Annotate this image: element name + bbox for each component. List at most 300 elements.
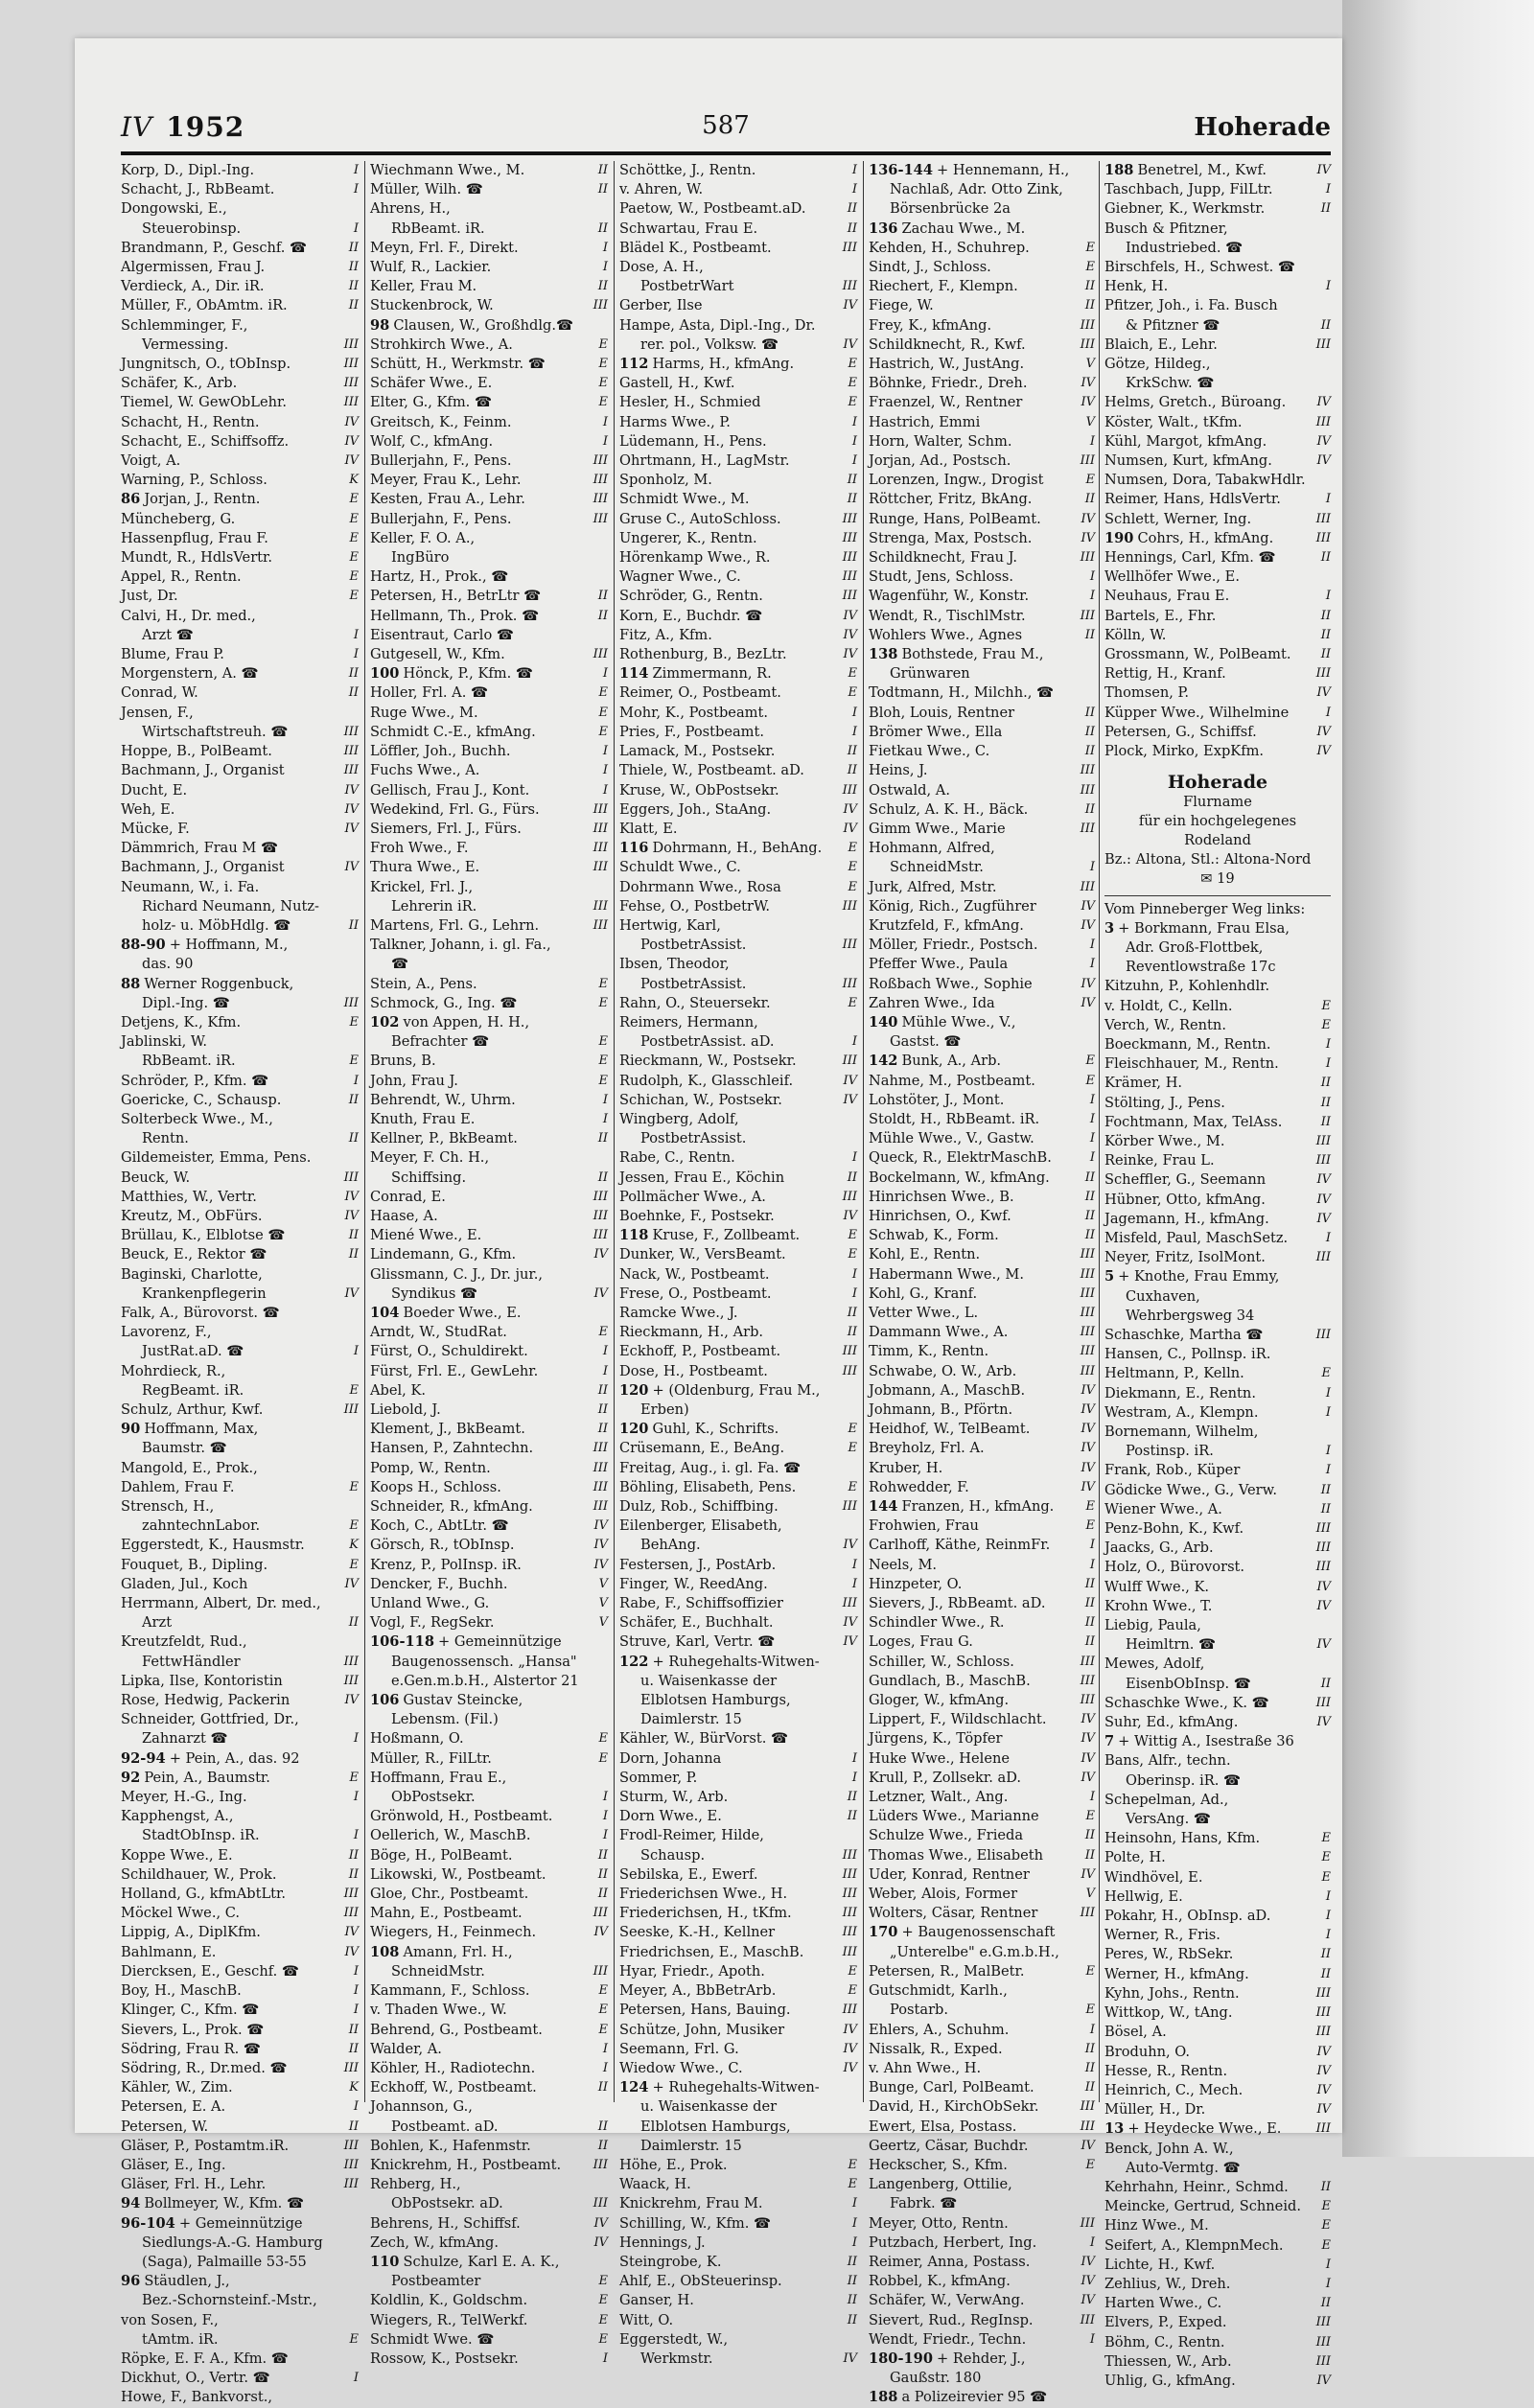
resident-text: Kellner, P., BkBeamt. (370, 1130, 518, 1147)
floor-marker: E (349, 589, 359, 604)
floor-marker: III (1080, 821, 1095, 836)
resident-text: Müller, Wilh. ☎ (370, 181, 483, 198)
floor-marker: E (349, 550, 359, 566)
directory-entry (121, 1594, 359, 1613)
floor-marker: I (1089, 589, 1095, 604)
resident-text: Hörenkamp Wwe., R. (619, 549, 771, 567)
resident-text: Helms, Gretch., Büroang. (1104, 394, 1287, 411)
floor-marker: E (598, 1034, 608, 1050)
directory-entry (121, 1556, 359, 1575)
floor-marker: II (847, 1325, 857, 1340)
resident-text: Jagemann, H., kfmAng. (1104, 1210, 1269, 1227)
resident-text: Schwab, K., Form. (869, 1227, 999, 1244)
directory-entry (869, 742, 1095, 761)
floor-marker: IV (843, 1073, 857, 1088)
floor-marker: I (1325, 1444, 1331, 1459)
floor-marker: I (1325, 1909, 1331, 1924)
floor-marker: I (1089, 433, 1095, 449)
resident-text: Hesse, R., Rentn. (1104, 2062, 1228, 2079)
resident-text: Weber, Alois, Former (869, 1886, 1018, 1903)
directory-entry (121, 1323, 359, 1342)
floor-marker: IV (593, 2215, 608, 2231)
floor-marker: I (602, 1092, 608, 1107)
house-number: 88 (121, 975, 141, 992)
resident-text: Gerber, Ilse (619, 297, 703, 314)
entry-continuation (869, 1032, 1095, 1052)
resident-text: Runge, Hans, PolBeamt. (869, 510, 1041, 527)
directory-entry (619, 1788, 857, 1807)
directory-entry (1104, 336, 1331, 355)
entry-continuation (1104, 239, 1331, 258)
floor-marker: E (848, 1963, 857, 1979)
resident-text: Boehnke, F., Postsekr. (619, 1207, 775, 1224)
floor-marker: III (593, 917, 608, 933)
resident-text: Werner, H., kfmAng. (1104, 1965, 1249, 1982)
directory-entry (1104, 2372, 1331, 2391)
directory-entry (1104, 742, 1331, 761)
floor-marker: I (602, 1828, 608, 1843)
resident-text: Hampe, Asta, Dipl.-Ing., Dr. (619, 316, 816, 334)
directory-entry (121, 1904, 359, 1923)
floor-marker: I (602, 260, 608, 275)
directory-entry (869, 510, 1095, 529)
resident-text: Klatt, E. (619, 820, 678, 837)
directory-entry (1104, 1713, 1331, 1732)
resident-text: Nahme, M., Postbeamt. (869, 1072, 1035, 1089)
directory-entry (869, 161, 1095, 180)
floor-marker: IV (843, 2350, 857, 2366)
floor-marker: II (847, 201, 857, 217)
house-number: 96 (121, 2273, 141, 2290)
resident-text: Reimer, Hans, HdlsVertr. (1104, 491, 1281, 508)
directory-entry (869, 2040, 1095, 2059)
directory-entry (619, 1904, 857, 1923)
floor-marker: II (1084, 744, 1095, 759)
directory-entry (869, 413, 1095, 432)
floor-marker: III (1080, 1693, 1095, 1708)
resident-text: Fleischhauer, M., Rentn. (1104, 1055, 1279, 1073)
resident-text: Koops H., Schloss. (370, 1478, 501, 1495)
directory-entry (121, 1420, 359, 1439)
floor-marker: E (1321, 1017, 1331, 1032)
directory-entry (619, 393, 857, 412)
resident-text: Goericke, C., Schausp. (121, 1091, 282, 1108)
floor-marker: I (353, 1731, 359, 1747)
floor-marker: II (348, 2119, 359, 2134)
resident-text: Elblotsen Hamburgs, (640, 2118, 791, 2135)
resident-text: Kitzuhn, P., Kohlenhdlr. (1104, 978, 1270, 995)
floor-marker: IV (1316, 2082, 1331, 2097)
resident-text: Kühl, Margot, kfmAng. (1104, 432, 1267, 450)
directory-entry (869, 1904, 1095, 1923)
resident-text: Bockelmann, W., kfmAng. (869, 1169, 1050, 1186)
resident-text: Hellwig, E. (1104, 1887, 1183, 1905)
directory-entry (619, 2253, 857, 2272)
resident-text: Daimlerstr. 15 (640, 1711, 742, 1728)
floor-marker: II (348, 279, 359, 294)
directory-entry (1104, 2197, 1331, 2216)
resident-text: Robbel, K., kfmAng. (869, 2273, 1011, 2290)
floor-marker: III (1315, 2005, 1331, 2021)
resident-text: Krickel, Frl. J., (370, 878, 474, 895)
directory-entry (121, 2021, 359, 2040)
floor-marker: III (343, 763, 359, 778)
resident-text: Beuck, E., Rektor ☎ (121, 1246, 267, 1263)
resident-text: Kreutzfeldt, Rud., (121, 1633, 247, 1651)
directory-entry (619, 355, 857, 374)
resident-text: Sievert, Rud., RegInsp. (869, 2311, 1034, 2328)
directory-entry (1104, 393, 1331, 412)
directory-entry (121, 1885, 359, 1904)
directory-entry (869, 393, 1095, 412)
directory-entry (1104, 452, 1331, 471)
floor-marker: II (847, 2274, 857, 2289)
entry-continuation (1104, 1675, 1331, 1694)
floor-marker: E (349, 1557, 359, 1572)
resident-text: Schuldt Wwe., C. (619, 859, 741, 876)
resident-text: Vogl, F., RegSekr. (370, 1614, 495, 1632)
directory-entry (1104, 1887, 1331, 1907)
directory-entry (121, 452, 359, 471)
resident-text: Jurk, Alfred, Mstr. (869, 878, 997, 895)
floor-marker: II (597, 2080, 608, 2095)
resident-text: Heinrich, C., Mech. (1104, 2081, 1243, 2098)
resident-text: Kruse, W., ObPostsekr. (619, 781, 779, 799)
resident-text: Ganser, H. (619, 2292, 694, 2309)
floor-marker: IV (344, 860, 359, 875)
resident-text: Küpper Wwe., Wilhelmine (1104, 704, 1290, 721)
floor-marker: II (597, 220, 608, 236)
resident-text: Lipka, Ilse, Kontoristin (121, 1672, 283, 1689)
floor-marker: III (842, 1906, 857, 1921)
floor-marker: III (842, 511, 857, 526)
directory-entry (1104, 2294, 1331, 2313)
floor-marker: II (847, 1790, 857, 1805)
resident-text: Fürst, Frl. E., GewLehr. (370, 1362, 539, 1379)
directory-entry (121, 1981, 359, 2001)
floor-marker: E (848, 1247, 857, 1262)
directory-entry (619, 1265, 857, 1285)
resident-text: Arzt ☎ (142, 626, 194, 643)
resident-text: PostbetrWart (640, 278, 734, 295)
floor-marker: II (1084, 2080, 1095, 2095)
entry-continuation (1104, 1771, 1331, 1791)
floor-marker: IV (1081, 530, 1095, 545)
directory-entry (370, 2253, 608, 2272)
directory-entry (1104, 180, 1331, 199)
directory-entry (619, 1885, 857, 1904)
resident-text: Krämer, H. (1104, 1075, 1183, 1092)
floor-marker: I (353, 1790, 359, 1805)
entry-continuation (121, 2253, 359, 2272)
floor-marker: I (851, 2196, 857, 2211)
resident-text: Reimer, Anna, Postass. (869, 2253, 1031, 2270)
resident-text: Ahrens, H., (370, 200, 451, 218)
house-number: 180-190 (869, 2350, 933, 2367)
floor-marker: IV (1316, 1172, 1331, 1188)
floor-marker: II (348, 1131, 359, 1146)
floor-marker: II (348, 917, 359, 933)
directory-entry (869, 683, 1095, 703)
floor-marker: III (593, 492, 608, 507)
resident-text: Westram, A., Klempn. (1104, 1403, 1259, 1421)
floor-marker: III (1315, 336, 1331, 352)
floor-marker: I (602, 414, 608, 429)
floor-marker: E (1085, 1809, 1095, 1824)
resident-text: Dohrmann Wwe., Rosa (619, 878, 781, 895)
directory-entry (370, 994, 608, 1013)
directory-entry (370, 742, 608, 761)
resident-text: Fochtmann, Max, TelAss. (1104, 1113, 1283, 1130)
directory-entry (1104, 2119, 1331, 2139)
resident-text: Scheffler, G., Seemann (1104, 1171, 1267, 1189)
directory-entry (370, 1923, 608, 1942)
resident-text: Falk, A., Bürovorst. ☎ (121, 1304, 280, 1321)
directory-entry (121, 374, 359, 393)
floor-marker: III (593, 1906, 608, 1921)
directory-entry (619, 1575, 857, 1594)
directory-entry (619, 258, 857, 277)
floor-marker: I (851, 1150, 857, 1166)
floor-marker: I (1089, 957, 1095, 972)
house-number: 3 (1104, 919, 1115, 937)
resident-text: Bornemann, Wilhelm, (1104, 1424, 1259, 1440)
directory-entry (370, 1323, 608, 1342)
entry-continuation (1104, 316, 1331, 336)
resident-text: Eckhoff, P., Postbeamt. (619, 1343, 781, 1360)
floor-marker: I (602, 1111, 608, 1126)
resident-text: Taschbach, Jupp, FilLtr. (1104, 181, 1273, 198)
directory-entry (619, 1072, 857, 1091)
directory-entry (619, 1362, 857, 1381)
floor-marker: IV (344, 433, 359, 449)
directory-entry (1104, 664, 1331, 683)
directory-entry (370, 2234, 608, 2253)
resident-text: + Ruhegehalts-Witwen- (652, 2079, 820, 2096)
resident-text: Schneider, Gottfried, Dr., (121, 1711, 299, 1728)
directory-entry (869, 820, 1095, 839)
floor-marker: E (848, 879, 857, 894)
resident-text: Meyer, A., BbBetrArb. (619, 1982, 777, 2000)
floor-marker: II (1084, 724, 1095, 739)
directory-entry (370, 1497, 608, 1517)
resident-text: Meyer, F. Ch. H., (370, 1149, 490, 1167)
floor-marker: I (353, 182, 359, 197)
directory-entry (1104, 723, 1331, 742)
floor-marker: II (597, 1382, 608, 1398)
directory-entry (1104, 1694, 1331, 1713)
floor-marker: I (602, 2041, 608, 2056)
resident-text: Numsen, Dora, TabakwHdlr. (1104, 472, 1306, 489)
directory-entry (121, 2214, 359, 2234)
resident-text: Schildknecht, Frau J. (869, 549, 1018, 567)
floor-marker: III (593, 1441, 608, 1456)
floor-marker: II (1320, 1114, 1331, 1129)
floor-marker: V (1085, 414, 1095, 429)
resident-text: Waack, H. (619, 2176, 691, 2193)
resident-text: Benck, John A. W., (1104, 2140, 1234, 2157)
resident-text: Klinger, C., Kfm. ☎ (121, 2002, 260, 2019)
floor-marker: IV (344, 1285, 359, 1301)
resident-text: Wulf, R., Lackier. (370, 259, 492, 276)
directory-entry (619, 2311, 857, 2330)
floor-marker: III (842, 1847, 857, 1863)
floor-marker: II (597, 608, 608, 623)
resident-text: Fabrk. ☎ (890, 2195, 958, 2212)
resident-text: Jorjan, J., Rentn. (144, 491, 261, 508)
directory-entry (1104, 1248, 1331, 1267)
directory-entry (370, 645, 608, 664)
directory-entry (619, 1807, 857, 1826)
resident-text: Todtmann, H., Milchh., ☎ (869, 684, 1055, 702)
directory-entry (869, 1459, 1095, 1478)
floor-marker: IV (344, 1944, 359, 1959)
directory-entry (869, 432, 1095, 452)
resident-text: Gläser, E., Ing. (121, 2156, 226, 2173)
resident-text: Haase, A. (370, 1207, 438, 1224)
directory-entry (619, 1110, 857, 1129)
resident-text: Neuhaus, Frau E. (1104, 588, 1230, 605)
floor-marker: IV (1081, 2274, 1095, 2289)
directory-entry (121, 2078, 359, 2097)
resident-text: Bz.: Altona, Stl.: Altona-Nord (1104, 851, 1312, 868)
directory-entry (869, 1632, 1095, 1652)
resident-text: FettwHändler (142, 1653, 241, 1670)
directory-entry (121, 1865, 359, 1885)
directory-entry (1104, 2081, 1331, 2100)
floor-marker: I (1325, 492, 1331, 507)
floor-marker: IV (1316, 395, 1331, 410)
floor-marker: E (598, 1983, 608, 1999)
resident-text: Schütt, H., Werkmstr. ☎ (370, 356, 546, 373)
resident-text: Kruse, F., Zollbeamt. (652, 1227, 801, 1244)
floor-marker: E (1085, 2003, 1095, 2018)
resident-text: Voigt, A. (121, 452, 181, 470)
directory-entry (869, 1245, 1095, 1264)
resident-text: Schichan, W., Postsekr. (619, 1091, 782, 1108)
resident-text: Likowski, W., Postbeamt. (370, 1865, 546, 1883)
resident-text: Dipl.-Ing. ☎ (142, 994, 230, 1011)
resident-text: Postbeamt. aD. (391, 2118, 499, 2135)
resident-text: Harms Wwe., P. (619, 413, 731, 430)
directory-entry (121, 355, 359, 374)
resident-text: Bloh, Louis, Rentner (869, 704, 1015, 721)
floor-marker: II (597, 182, 608, 197)
resident-text: Lorenzen, Ingw., Drogist (869, 472, 1044, 489)
resident-text: Schildhauer, W., Prok. (121, 1865, 277, 1883)
directory-entry (619, 2234, 857, 2253)
directory-entry (121, 2156, 359, 2175)
floor-marker: IV (1081, 1460, 1095, 1475)
directory-entry (121, 1226, 359, 1245)
directory-entry (619, 2156, 857, 2175)
resident-text: Dose, A. H., (619, 259, 704, 276)
directory-entry (370, 975, 608, 994)
floor-marker: IV (1316, 1637, 1331, 1653)
resident-text: Ahlf, E., ObSteuerinsp. (619, 2273, 782, 2290)
house-number: 142 (869, 1053, 898, 1070)
resident-text: Fiege, W. (869, 297, 934, 314)
directory-entry (1104, 1210, 1331, 1229)
resident-text: Brömer Wwe., Ella (869, 723, 1003, 740)
directory-entry (619, 1381, 857, 1401)
directory-entry (370, 2001, 608, 2020)
directory-entry (121, 161, 359, 180)
resident-text: Dorn Wwe., E. (619, 1808, 722, 1825)
resident-text: Kohl, E., Rentn. (869, 1246, 981, 1263)
resident-text: PostbetrAssist. (640, 937, 747, 954)
resident-text: Koldlin, K., Goldschm. (370, 2292, 528, 2309)
directory-entry (121, 1110, 359, 1129)
resident-text: Struve, Karl, Vertr. ☎ (619, 1633, 776, 1651)
resident-text: Schindler Wwe., R. (869, 1614, 1005, 1632)
resident-text: Strenga, Max, Postsch. (869, 529, 1033, 546)
floor-marker: I (602, 763, 608, 778)
floor-marker: III (593, 1460, 608, 1475)
floor-marker: III (1080, 453, 1095, 469)
floor-marker: I (1089, 1150, 1095, 1166)
floor-marker: I (1089, 1111, 1095, 1126)
resident-text: Bösel, A. (1104, 2024, 1167, 2041)
resident-text: PostbetrAssist. aD. (640, 1033, 775, 1051)
floor-marker: E (848, 841, 857, 856)
resident-text: Letzner, Walt., Ang. (869, 1789, 1009, 1806)
directory-entry (1104, 1170, 1331, 1190)
directory-entry (619, 994, 857, 1013)
directory-entry (1104, 1945, 1331, 1964)
house-number: 90 (121, 1421, 141, 1438)
floor-marker: III (842, 1887, 857, 1902)
floor-marker: E (598, 2022, 608, 2037)
floor-marker: I (602, 433, 608, 449)
directory-entry (121, 2001, 359, 2020)
resident-text: Nachlaß, Adr. Otto Zink, (890, 181, 1063, 198)
floor-marker: II (1320, 1966, 1331, 1981)
house-number: 188 (1104, 162, 1134, 178)
street-heading: Hoherade (1167, 772, 1268, 794)
floor-marker: II (348, 1228, 359, 1243)
directory-entry (370, 1188, 608, 1207)
resident-text: Guhl, K., Schrifts. (652, 1421, 779, 1438)
resident-text: Jobmann, A., MaschB. (869, 1381, 1026, 1399)
resident-text: Bullerjahn, F., Pens. (370, 452, 512, 470)
directory-entry (619, 955, 857, 974)
directory-entry (370, 452, 608, 471)
directory-entry (1104, 1229, 1331, 1248)
resident-text: Busch & Pfitzner, (1104, 220, 1228, 237)
floor-marker: I (1089, 1092, 1095, 1107)
directory-entry (619, 607, 857, 626)
resident-text: Lamack, M., Postsekr. (619, 743, 776, 760)
resident-text: Habermann Wwe., M. (869, 1265, 1024, 1283)
resident-text: Krull, P., Zollsekr. aD. (869, 1769, 1022, 1786)
directory-entry (370, 180, 608, 199)
resident-text: Dickhut, O., Vertr. ☎ (121, 2370, 270, 2387)
resident-text: v. Ahn Wwe., H. (869, 2059, 982, 2076)
floor-marker: III (343, 336, 359, 352)
floor-marker: IV (1081, 1712, 1095, 1727)
resident-text: Bothstede, Frau M., (901, 646, 1044, 663)
directory-entry (869, 1052, 1095, 1071)
directory-entry (869, 897, 1095, 916)
floor-marker: I (851, 1750, 857, 1766)
floor-marker: III (593, 801, 608, 817)
directory-entry (869, 1749, 1095, 1769)
resident-text: Schäfer, W., VerwAng. (869, 2292, 1025, 2309)
resident-text: Sievers, L., Prok. ☎ (121, 2021, 265, 2038)
directory-entry (619, 742, 857, 761)
directory-entry (121, 742, 359, 761)
